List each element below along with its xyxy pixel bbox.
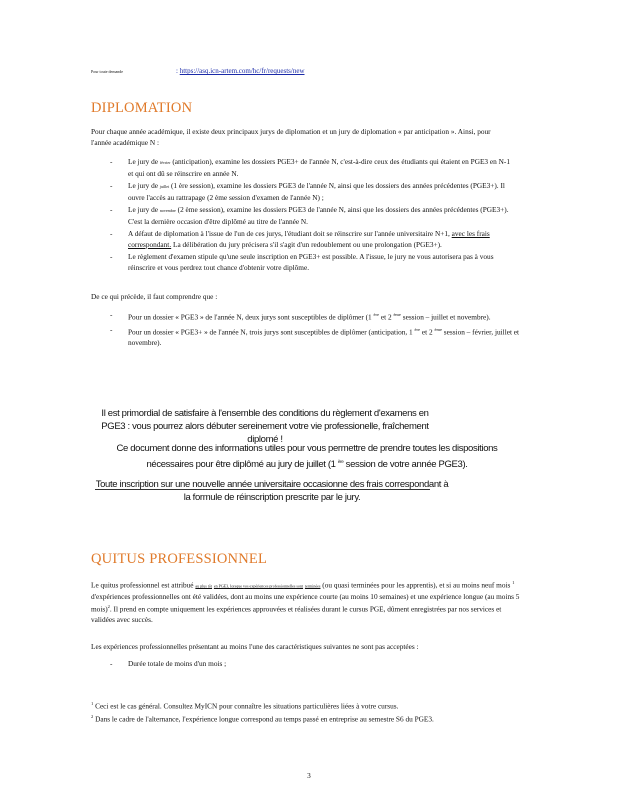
header-link[interactable] bbox=[176, 67, 305, 75]
notice-underline bbox=[95, 489, 430, 490]
list-item: - Le jury de février (anticipation), examine les dossiers PGE3+ de l'année N, c'est-à-dire ceux des étudiants qui étaient en PGE3 en N-1 et qui ont dû se réinscrire en année N. bbox=[110, 157, 514, 179]
notice-document: Ce document donne des informations utiles pour vous permettre de prendre toutes les dispositions nécessaires pour être diplômé au jury de juillet (1 $^{ère}$ session de votre année PGE3). bbox=[116, 443, 498, 471]
footnote: $^1$ Ceci est le cas général. Consultez MyICN pour connaître les situations particulières liées à votre cursus. bbox=[91, 701, 399, 711]
list-item: - Le règlement d'examen stipule qu'une seule inscription en PGE3+ est possible. A l'issue, le jury ne vous autorisera pas à vous réinscrire et vous perdrez tout chance d'obtenir votre diplôme. bbox=[110, 252, 514, 273]
list-item: - A défaut de diplomation à l'issue de l'un de ces jurys, l'étudiant doit se réinscrire sur l'année universitaire N+1, avec les frais correspondant. La délibération du jury précisera s'il s'agit d'un redoublement ou une prolongation (PGE3+). bbox=[110, 229, 514, 250]
jury-month-label: février bbox=[159, 160, 171, 165]
list-item: - Pour un dossier « PGE3 » de l'année N, deux jurys sont susceptibles de diplômer (1 $^{ère}$ et 2 $^{ème}$ session – juillet et novembre). bbox=[110, 310, 520, 323]
footnote: $^2$ Dans le cadre de l'alternance, l'expérience longue correspond au temps passé en entreprise au semestre S6 du PGE3. bbox=[91, 713, 434, 724]
page-number: 3 bbox=[307, 771, 311, 780]
notice-primordial: Il est primordial de satisfaire à l'ensemble des conditions du règlement d'examens en PGE3 : vous pourrez alors débuter sereinement votre vie professionelle, fraîchement diplomé ! bbox=[101, 408, 429, 445]
support-link[interactable]: https://asq.icn-artem.com/hc/fr/requests/new bbox=[179, 67, 305, 75]
diplomation-intro: Pour chaque année académique, il existe deux principaux jurys de diplomation et un jury de diplomation « par anticipation ». Ainsi, pour l'année académique N : bbox=[91, 127, 491, 147]
criteria-list bbox=[110, 659, 510, 672]
list-item: - Durée totale de moins d'un mois ; bbox=[110, 659, 510, 670]
quitus-paragraph: Le quitus professionnel est attribué au plus tôt en PGE3, lorsque vos expériences professionnelles sont terminées (ou quasi terminées pour les apprentis), et si au moins neuf mois $^1$ d'expériences professionnelles ont été validées, dont au moins une expérience courte (au moins 10 semaines) et une expérience longue (au moins 5 mois)$^2$. Il prend en compte uniquement les expériences approuvées et réalisées durant le cursus PGE, dûment enregistrées par nos services et validées avec succès. bbox=[91, 580, 520, 625]
jury-list bbox=[110, 157, 514, 275]
conclusion-intro: De ce qui précède, il faut comprendre que : bbox=[91, 292, 218, 301]
conclusion-list bbox=[110, 310, 520, 350]
section-title-diplomation: DIPLOMATION bbox=[91, 100, 193, 116]
list-item: - Pour un dossier « PGE3+ » de l'année N, trois jurys sont susceptibles de diplômer (anticipation, 1 $^{ère}$ et 2 $^{ème}$ session – février, juillet et novembre). bbox=[110, 325, 520, 348]
quitus-criteria-intro: Les expériences professionnelles présentant au moins l'une des caractéristiques suivantes ne sont pas acceptées : bbox=[91, 642, 419, 651]
section-title-quitus: QUITUS PROFESSIONNEL bbox=[91, 551, 268, 567]
list-item: - Le jury de juillet (1 ère session), examine les dossiers PGE3 de l'année N, ainsi que les dossiers des années précédentes (PGE3+). Il ouvre l'accès au rattrapage (2 ème session d'examen de l'année N) ; bbox=[110, 181, 514, 203]
header-label: Pour toute demande bbox=[91, 69, 123, 74]
list-item: - Le jury de novembre (2 ème session), examine les dossiers PGE3 de l'année N, ainsi que les dossiers des années précédentes (PGE3+). C'est la dernière occasion d'être diplômé au titre de l'année N. bbox=[110, 205, 514, 227]
notice-reinscription: Toute inscription sur une nouvelle année universitaire occasionne des frais correspondant à la formule de réinscription prescrite par le jury. bbox=[95, 479, 449, 503]
jury-month-label: juillet bbox=[159, 184, 170, 189]
footnotes bbox=[91, 699, 521, 725]
header-link-prefix: : bbox=[176, 67, 178, 75]
jury-month-label: novembre bbox=[159, 208, 176, 213]
